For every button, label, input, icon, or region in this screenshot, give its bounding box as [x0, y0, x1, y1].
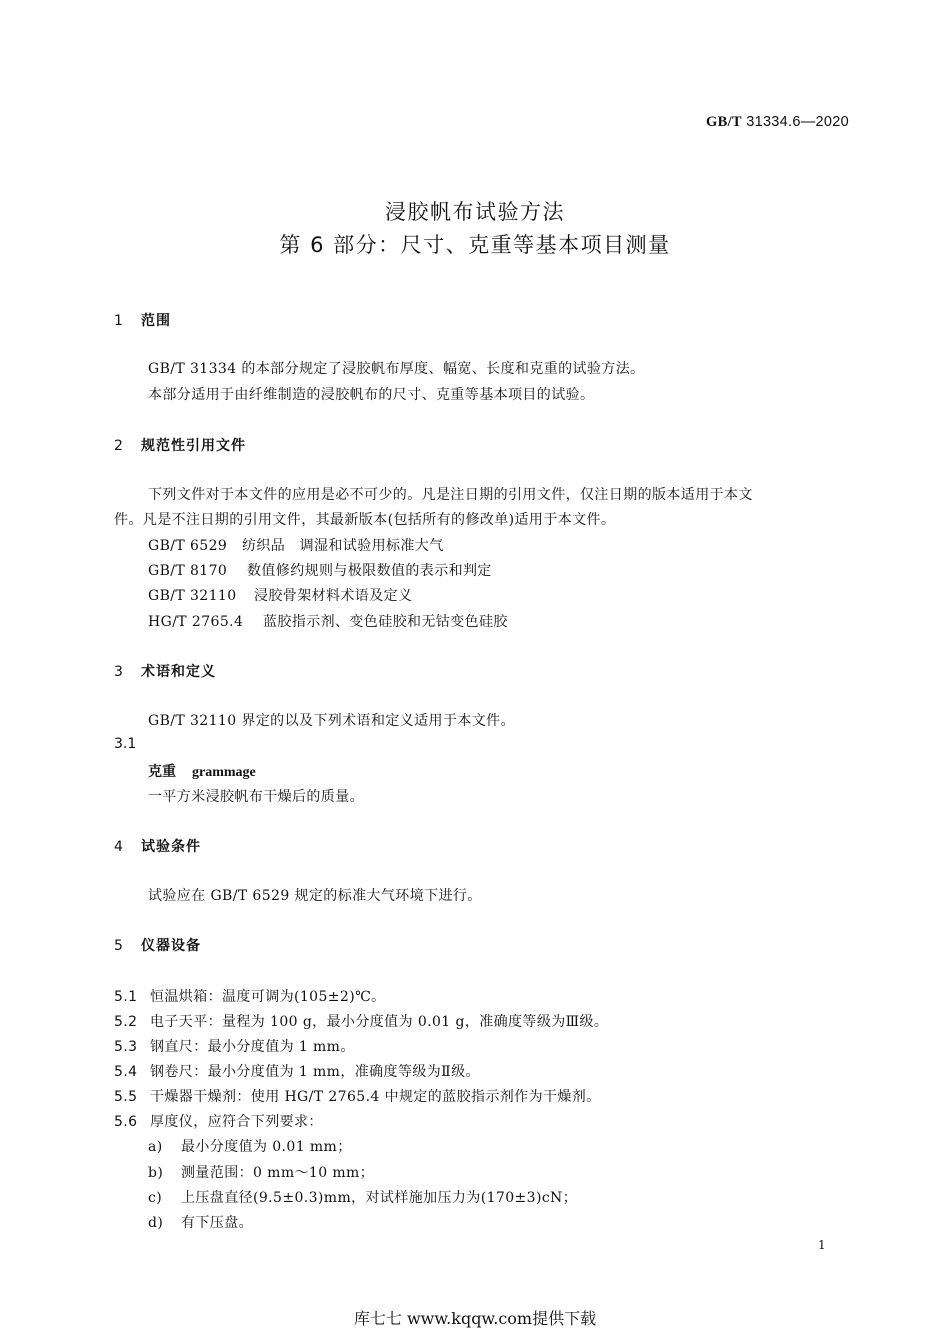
list-marker: a) — [148, 1139, 163, 1155]
item-text: 电子天平：量程为 100 g，最小分度值为 0.01 g，准确度等级为Ⅲ级。 — [150, 1014, 609, 1030]
item-text: 恒温烘箱：温度可调为(105±2)℃。 — [150, 989, 386, 1005]
reference-item — [148, 611, 508, 631]
item-text: 厚度仪，应符合下列要求： — [150, 1114, 323, 1130]
section-number: 3 — [114, 664, 124, 680]
item-number: 5.4 — [114, 1064, 138, 1080]
term-english: grammage — [192, 765, 256, 780]
standard-number: 31334.6—2020 — [746, 114, 849, 130]
test-conditions-paragraph: 试验应在 GB/T 6529 规定的标准大气环境下进行。 — [148, 888, 482, 904]
apparatus-item — [114, 986, 386, 1006]
reference-title: 数值修约规则与极限数值的表示和判定 — [247, 563, 492, 579]
reference-code: GB/T 8170 — [148, 563, 228, 579]
doc-title-line1: 浸胶帆布试验方法 — [385, 200, 565, 224]
item-text: 干燥器干燥剂：使用 HG/T 2765.4 中规定的蓝胶指示剂作为干燥剂。 — [150, 1089, 601, 1105]
scope-paragraph-1: GB/T 31334 的本部分规定了浸胶帆布厚度、幅宽、长度和克重的试验方法。 — [148, 361, 645, 377]
reference-code: HG/T 2765.4 — [148, 614, 244, 630]
reference-title: 浸胶骨架材料术语及定义 — [254, 588, 413, 604]
standard-prefix: GB/T — [706, 114, 742, 130]
section-number: 2 — [114, 438, 124, 454]
list-text: 有下压盘。 — [181, 1215, 253, 1231]
section-heading-apparatus — [114, 935, 201, 955]
item-text: 钢直尺：最小分度值为 1 mm。 — [150, 1039, 355, 1055]
reference-code: GB/T 32110 — [148, 588, 237, 604]
list-marker: c) — [148, 1190, 163, 1206]
standard-code — [706, 114, 849, 131]
requirement-list-item — [148, 1212, 253, 1232]
section-number: 5 — [114, 938, 124, 954]
terms-paragraph: GB/T 32110 界定的以及下列术语和定义适用于本文件。 — [148, 713, 515, 729]
term-chinese: 克重 — [148, 764, 176, 780]
refs-paragraph-line2: 件。凡是不注日期的引用文件，其最新版本(包括所有的修改单)适用于本文件。 — [114, 512, 616, 528]
scope-paragraph-2: 本部分适用于由纤维制造的浸胶帆布的尺寸、克重等基本项目的试验。 — [148, 387, 595, 403]
page-number: 1 — [818, 1238, 826, 1252]
section-heading-scope — [114, 310, 171, 330]
refs-paragraph-line1: 下列文件对于本文件的应用是必不可少的。凡是注日期的引用文件，仅注日期的版本适用于本文 — [148, 487, 753, 503]
item-number: 5.5 — [114, 1089, 138, 1105]
reference-title: 纺织品 调湿和试验用标准大气 — [242, 538, 444, 554]
requirement-list-item — [148, 1136, 352, 1156]
list-marker: b) — [148, 1165, 164, 1181]
list-text: 上压盘直径(9.5±0.3)mm，对试样施加压力为(170±3)cN； — [181, 1190, 578, 1206]
reference-item — [148, 560, 492, 580]
section-heading-test-conditions — [114, 836, 201, 856]
reference-code: GB/T 6529 — [148, 538, 228, 554]
list-marker: d) — [148, 1215, 164, 1231]
section-title: 仪器设备 — [141, 938, 201, 954]
section-title: 试验条件 — [141, 839, 201, 855]
section-number: 4 — [114, 839, 124, 855]
requirement-list-item — [148, 1187, 577, 1207]
section-title: 规范性引用文件 — [141, 438, 246, 454]
apparatus-item — [114, 1011, 608, 1031]
apparatus-item — [114, 1086, 601, 1106]
apparatus-item — [114, 1111, 323, 1131]
apparatus-item — [114, 1036, 355, 1056]
term-entry — [148, 761, 256, 781]
list-text: 测量范围：0 mm～10 mm； — [181, 1165, 375, 1181]
reference-title: 蓝胶指示剂、变色硅胶和无钴变色硅胶 — [263, 614, 508, 630]
item-text: 钢卷尺：最小分度值为 1 mm，准确度等级为Ⅱ级。 — [150, 1064, 480, 1080]
section-title: 范围 — [141, 313, 171, 329]
doc-title-line2: 第 6 部分：尺寸、克重等基本项目测量 — [279, 233, 671, 257]
term-definition: 一平方米浸胶帆布干燥后的质量。 — [148, 789, 364, 805]
apparatus-item — [114, 1061, 480, 1081]
reference-item — [148, 535, 444, 555]
section-heading-normative-refs — [114, 435, 246, 455]
item-number: 5.3 — [114, 1039, 138, 1055]
requirement-list-item — [148, 1162, 374, 1182]
reference-item — [148, 585, 412, 605]
item-number: 5.2 — [114, 1014, 138, 1030]
section-number: 1 — [114, 313, 124, 329]
download-footer: 库七七 www.kqqw.com提供下载 — [353, 1309, 597, 1328]
section-heading-terms — [114, 661, 216, 681]
list-text: 最小分度值为 0.01 mm； — [181, 1139, 352, 1155]
item-number: 5.1 — [114, 989, 138, 1005]
subclause-number: 3.1 — [114, 736, 137, 752]
section-title: 术语和定义 — [141, 664, 216, 680]
item-number: 5.6 — [114, 1114, 138, 1130]
